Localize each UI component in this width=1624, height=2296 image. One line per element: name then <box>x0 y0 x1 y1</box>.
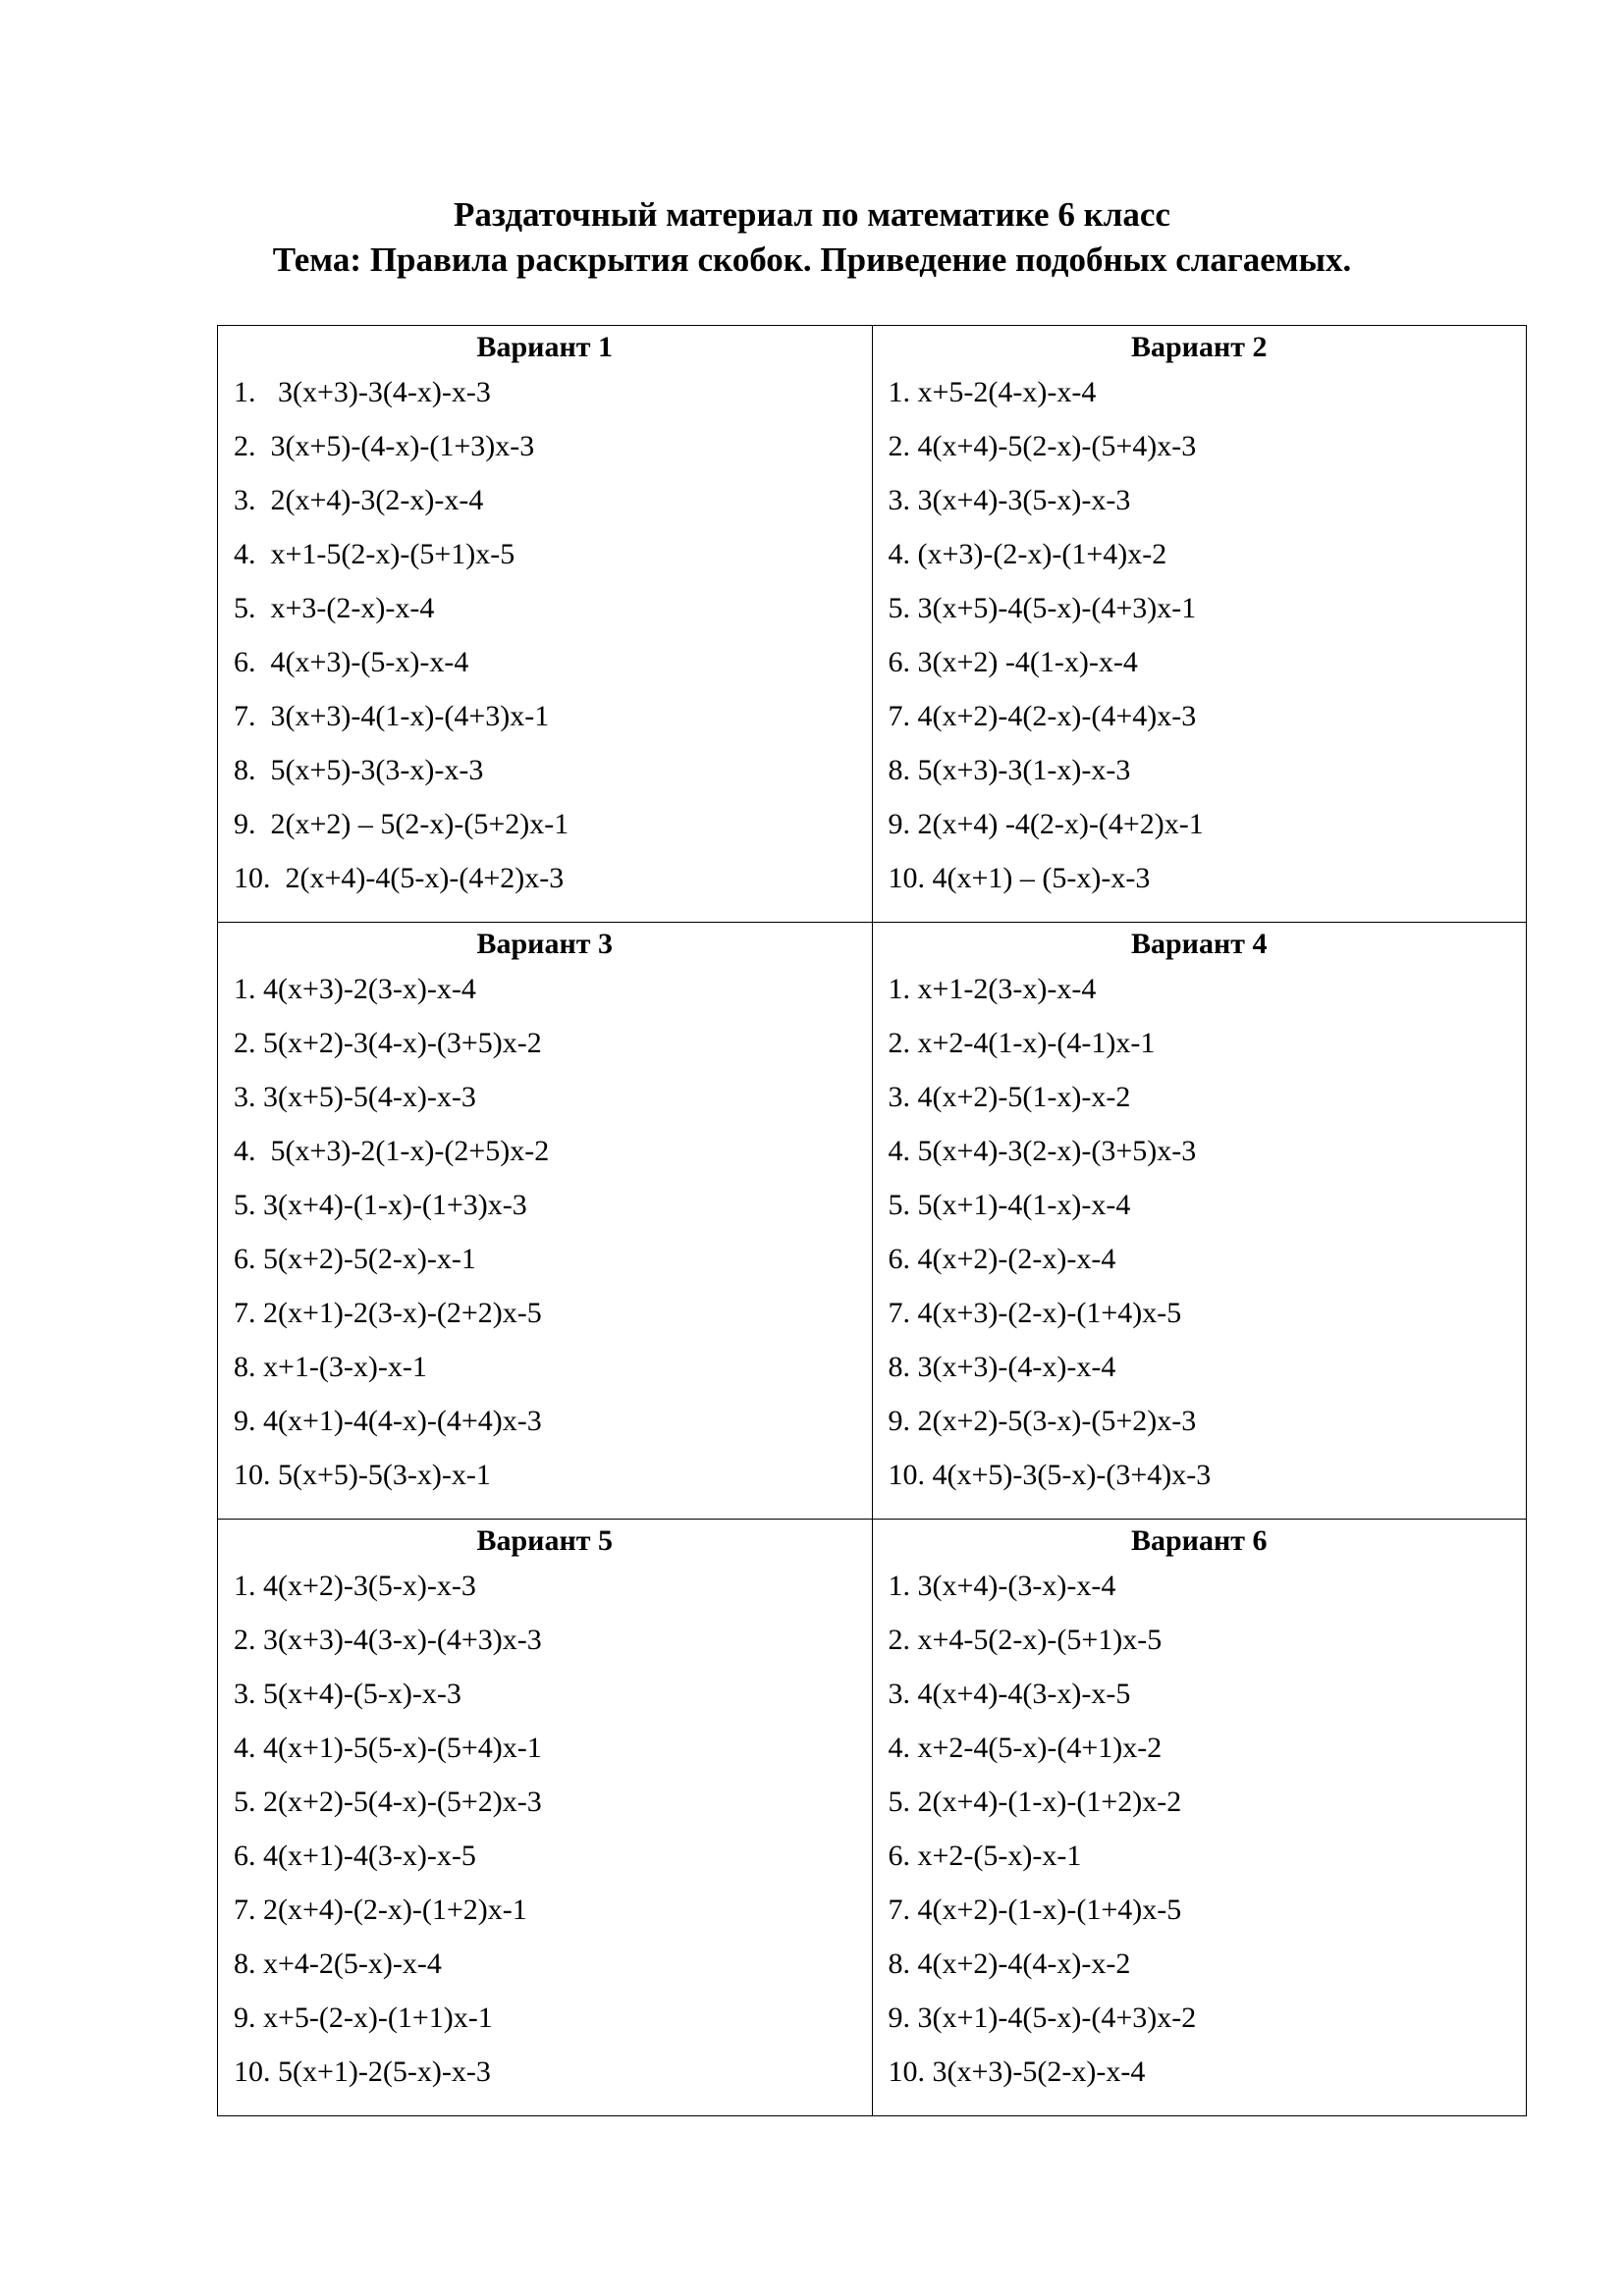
task-item: 3. 3(x+5)-5(4-x)-x-3 <box>234 1081 476 1113</box>
task-item: 9. 4(x+1)-4(4-x)-(4+4)x-3 <box>234 1405 542 1437</box>
variant-cell-4 <box>872 923 1527 1520</box>
task-item: 8. 4(x+2)-4(4-x)-x-2 <box>888 1948 1131 1980</box>
task-item: 3. 4(x+2)-5(1-x)-x-2 <box>888 1081 1131 1113</box>
task-item: 7. 2(x+1)-2(3-x)-(2+2)x-5 <box>234 1297 542 1329</box>
task-item: 10. 5(x+1)-2(5-x)-x-3 <box>234 2056 491 2088</box>
task-item: 7. 4(x+3)-(2-x)-(1+4)x-5 <box>888 1297 1182 1329</box>
task-item: 4. x+1-5(2-x)-(5+1)x-5 <box>234 538 515 570</box>
task-item: 1. 3(x+4)-(3-x)-x-4 <box>888 1570 1116 1602</box>
task-item: 9. 2(x+2) – 5(2-x)-(5+2)x-1 <box>234 808 569 840</box>
task-item: 7. 4(x+2)-(1-x)-(1+4)x-5 <box>888 1894 1182 1926</box>
task-item: 4. 4(x+1)-5(5-x)-(5+4)x-1 <box>234 1732 542 1764</box>
task-item: 1. 3(x+3)-3(4-x)-x-3 <box>234 376 491 408</box>
task-item: 10. 4(x+5)-3(5-x)-(3+4)x-3 <box>888 1459 1212 1491</box>
table-row <box>218 923 1527 1520</box>
variant-cell-3 <box>218 923 873 1520</box>
task-item: 7. 3(x+3)-4(1-x)-(4+3)x-1 <box>234 700 550 732</box>
variant-title: Вариант 2 <box>1130 331 1268 363</box>
task-item: 9. 3(x+1)-4(5-x)-(4+3)x-2 <box>888 2002 1197 2034</box>
task-item: 5. 2(x+2)-5(4-x)-(5+2)x-3 <box>234 1786 542 1818</box>
task-list <box>234 365 872 905</box>
task-item: 9. 2(x+4) -4(2-x)-(4+2)x-1 <box>888 808 1204 840</box>
variants-table <box>217 325 1527 2116</box>
task-item: 9. 2(x+2)-5(3-x)-(5+2)x-3 <box>888 1405 1197 1437</box>
page-header <box>0 192 1624 283</box>
task-item: 1. 4(x+3)-2(3-x)-x-4 <box>234 973 476 1005</box>
task-item: 6. x+2-(5-x)-x-1 <box>888 1840 1082 1872</box>
task-item: 3. 3(x+4)-3(5-x)-x-3 <box>888 484 1131 516</box>
task-item: 2. x+2-4(1-x)-(4-1)x-1 <box>888 1027 1156 1059</box>
task-item: 4. (x+3)-(2-x)-(1+4)x-2 <box>888 538 1167 570</box>
document-topic: Тема: Правила раскрытия скобок. Приведение подобных слагаемых. <box>272 240 1352 279</box>
task-item: 2. 3(x+5)-(4-x)-(1+3)x-3 <box>234 430 535 462</box>
task-list <box>234 1559 872 2099</box>
task-list <box>889 962 1527 1502</box>
task-item: 7. 2(x+4)-(2-x)-(1+2)x-1 <box>234 1894 527 1926</box>
task-item: 6. 3(x+2) -4(1-x)-x-4 <box>888 646 1138 678</box>
task-item: 5. 2(x+4)-(1-x)-(1+2)x-2 <box>888 1786 1182 1818</box>
task-item: 6. 5(x+2)-5(2-x)-x-1 <box>234 1243 476 1275</box>
task-item: 2. 3(x+3)-4(3-x)-(4+3)x-3 <box>234 1624 542 1656</box>
task-item: 10. 3(x+3)-5(2-x)-x-4 <box>888 2056 1146 2088</box>
task-item: 4. x+2-4(5-x)-(4+1)x-2 <box>888 1732 1163 1764</box>
task-item: 8. x+4-2(5-x)-x-4 <box>234 1948 442 1980</box>
task-item: 4. 5(x+4)-3(2-x)-(3+5)x-3 <box>888 1135 1197 1167</box>
variant-cell-2 <box>872 326 1527 923</box>
task-item: 5. x+3-(2-x)-x-4 <box>234 592 435 624</box>
task-item: 8. x+1-(3-x)-x-1 <box>234 1351 427 1383</box>
task-item: 3. 4(x+4)-4(3-x)-x-5 <box>888 1678 1131 1710</box>
task-item: 1. x+5-2(4-x)-x-4 <box>888 376 1097 408</box>
task-item: 8. 5(x+3)-3(1-x)-x-3 <box>888 754 1131 786</box>
task-list <box>889 365 1527 905</box>
variant-title: Вариант 4 <box>1130 928 1268 960</box>
variant-cell-5 <box>218 1520 873 2116</box>
task-item: 7. 4(x+2)-4(2-x)-(4+4)x-3 <box>888 700 1197 732</box>
variant-title: Вариант 5 <box>476 1524 613 1557</box>
variant-title: Вариант 3 <box>476 928 613 960</box>
variant-cell-6 <box>872 1520 1527 2116</box>
task-item: 2. 5(x+2)-3(4-x)-(3+5)x-2 <box>234 1027 542 1059</box>
task-item: 2. x+4-5(2-x)-(5+1)x-5 <box>888 1624 1163 1656</box>
task-item: 4. 5(x+3)-2(1-x)-(2+5)x-2 <box>234 1135 550 1167</box>
task-item: 5. 5(x+1)-4(1-x)-x-4 <box>888 1189 1131 1221</box>
variant-cell-1 <box>218 326 873 923</box>
task-item: 9. x+5-(2-x)-(1+1)x-1 <box>234 2002 493 2034</box>
task-list <box>889 1559 1527 2099</box>
task-item: 1. 4(x+2)-3(5-x)-x-3 <box>234 1570 476 1602</box>
task-item: 2. 4(x+4)-5(2-x)-(5+4)x-3 <box>888 430 1197 462</box>
task-item: 8. 3(x+3)-(4-x)-x-4 <box>888 1351 1116 1383</box>
task-item: 3. 5(x+4)-(5-x)-x-3 <box>234 1678 461 1710</box>
task-item: 5. 3(x+5)-4(5-x)-(4+3)x-1 <box>888 592 1197 624</box>
variant-title: Вариант 6 <box>1130 1524 1268 1557</box>
task-item: 1. x+1-2(3-x)-x-4 <box>888 973 1097 1005</box>
task-item: 6. 4(x+3)-(5-x)-x-4 <box>234 646 469 678</box>
task-item: 10. 4(x+1) – (5-x)-x-3 <box>888 862 1151 894</box>
task-item: 5. 3(x+4)-(1-x)-(1+3)x-3 <box>234 1189 527 1221</box>
table-row <box>218 1520 1527 2116</box>
task-item: 6. 4(x+1)-4(3-x)-x-5 <box>234 1840 476 1872</box>
table-row <box>218 326 1527 923</box>
task-item: 10. 2(x+4)-4(5-x)-(4+2)x-3 <box>234 862 565 894</box>
task-item: 3. 2(x+4)-3(2-x)-x-4 <box>234 484 484 516</box>
document-title: Раздаточный материал по математике 6 класс <box>454 195 1170 234</box>
task-item: 10. 5(x+5)-5(3-x)-x-1 <box>234 1459 491 1491</box>
task-item: 6. 4(x+2)-(2-x)-x-4 <box>888 1243 1116 1275</box>
variant-title: Вариант 1 <box>476 331 613 363</box>
task-item: 8. 5(x+5)-3(3-x)-x-3 <box>234 754 484 786</box>
task-list <box>234 962 872 1502</box>
